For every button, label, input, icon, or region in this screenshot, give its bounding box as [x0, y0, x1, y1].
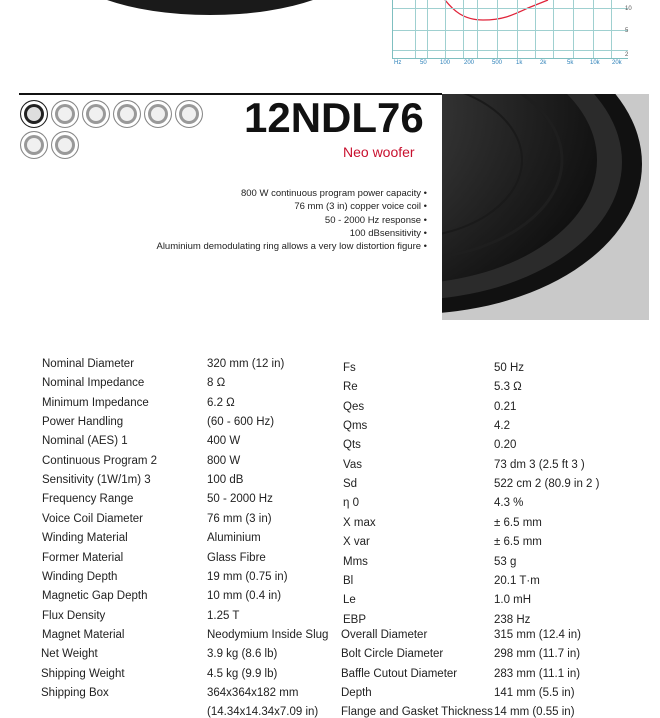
spec-value: 76 mm (3 in)	[207, 512, 272, 525]
spec-label: Overall Diameter	[341, 628, 428, 641]
spec-label: Depth	[341, 686, 372, 699]
spec-value: 73 dm 3 (2.5 ft 3 )	[494, 458, 585, 471]
spec-label: Fs	[343, 362, 356, 374]
cabinet-icon	[20, 131, 48, 159]
spec-value: 19 mm (0.75 in)	[207, 570, 288, 583]
spec-label: Flux Density	[42, 609, 106, 622]
spec-label: Re	[343, 381, 358, 394]
spec-value: 4.5 kg (9.9 lb)	[207, 667, 278, 680]
speaker-cone-icon	[51, 100, 79, 128]
spec-label: Continuous Program 2	[42, 454, 158, 467]
graph-x-label: 500	[492, 60, 503, 66]
spec-label: X max	[343, 516, 376, 529]
spec-label: Nominal Diameter	[42, 358, 135, 370]
spec-label: Winding Depth	[42, 570, 118, 583]
spec-value: ± 6.5 mm	[494, 536, 542, 549]
feature-item: 50 - 2000 Hz response •	[324, 214, 427, 226]
spec-label: Frequency Range	[42, 493, 134, 506]
graph-x-label: 200	[464, 60, 475, 66]
spec-label: η 0	[343, 497, 359, 510]
spec-value: 400 W	[207, 435, 241, 448]
spec-label: Qes	[343, 400, 365, 413]
graph-y-label: 10	[625, 6, 632, 12]
spec-label: Nominal (AES) 1	[42, 435, 128, 448]
spec-value: 283 mm (11.1 in)	[494, 667, 581, 680]
amp-icon	[51, 131, 79, 159]
spec-label: Le	[343, 594, 356, 607]
spec-label: Bolt Circle Diameter	[341, 648, 444, 661]
spec-label: Sensitivity (1W/1m) 3	[42, 474, 151, 487]
spec-value: 50 - 2000 Hz	[207, 493, 273, 506]
woofer-photo	[442, 94, 649, 320]
spec-label: Baffle Cutout Diameter	[341, 667, 458, 680]
spec-value: 8 Ω	[207, 377, 226, 390]
spec-value: 1.0 mH	[494, 594, 532, 607]
spec-value: 522 cm 2 (80.9 in 2 )	[494, 478, 600, 491]
spec-label: Net Weight	[41, 648, 98, 661]
spec-value: 53 g	[494, 555, 517, 568]
stack-icon	[144, 100, 172, 128]
spec-value: Aluminium	[207, 532, 261, 545]
graph-y-label: 5	[625, 28, 629, 34]
spec-label: Power Handling	[42, 416, 124, 429]
spec-label: Sd	[343, 478, 358, 491]
spec-value: 298 mm (11.7 in)	[494, 648, 581, 661]
spec-value: 50 Hz	[494, 362, 525, 374]
speaker-top-image	[60, 0, 360, 15]
spec-value: 4.2	[494, 420, 510, 433]
spec-label: Qms	[343, 420, 368, 433]
spec-value: (14.34x14.34x7.09 in)	[207, 706, 319, 718]
spec-label: Magnet Material	[42, 628, 125, 641]
layers-icon	[175, 100, 203, 128]
graph-x-label: 20k	[612, 60, 622, 66]
spec-value: 800 W	[207, 454, 241, 467]
graph-gridline	[393, 8, 628, 9]
graph-x-label: Hz	[394, 60, 402, 66]
spec-value: 1.25 T	[207, 609, 240, 622]
spec-value: 4.3 %	[494, 497, 524, 510]
model-title: 12NDL76	[244, 94, 424, 141]
speaker-icon	[20, 100, 48, 128]
spec-label: Mms	[343, 555, 368, 568]
feature-item: 800 W continuous program power capacity •	[240, 188, 427, 199]
spec-value: 5.3 Ω	[494, 381, 522, 394]
spec-label: Qts	[343, 439, 361, 452]
graph-y-axis	[625, 6, 637, 61]
spec-value: 10 mm (0.4 in)	[207, 590, 282, 603]
spec-value: 238 Hz	[494, 613, 531, 626]
graph-gridline	[393, 50, 628, 51]
cluster-icon	[113, 100, 141, 128]
graph-x-label: 2k	[540, 60, 547, 66]
spec-label: Minimum Impedance	[42, 396, 149, 409]
spec-value: 20.1 T·m	[494, 574, 540, 587]
spec-label: Shipping Weight	[41, 667, 125, 680]
spec-label: Bl	[343, 574, 354, 587]
spec-value: 3.9 kg (8.6 lb)	[207, 648, 278, 661]
spec-label: Vas	[343, 458, 362, 471]
feature-item: Aluminium demodulating ring allows a very low distortion figure •	[156, 241, 427, 253]
spec-label: Flange and Gasket Thickness	[341, 706, 493, 718]
spec-value: (60 - 600 Hz)	[207, 416, 275, 429]
spec-value: ± 6.5 mm	[494, 516, 542, 529]
feature-item: 100 dBsensitivity •	[349, 227, 427, 239]
graph-x-label: 50	[420, 60, 427, 66]
spec-value: 315 mm (12.4 in)	[494, 628, 581, 641]
spec-label: EBP	[343, 613, 367, 626]
spec-value: 0.20	[494, 439, 517, 452]
spec-value: Neodymium Inside Slug	[207, 628, 329, 641]
spec-label: Winding Material	[42, 532, 128, 545]
feature-icons	[20, 100, 220, 162]
graph-x-label: 10k	[590, 60, 600, 66]
spec-value: 6.2 Ω	[207, 396, 235, 409]
product-subtitle: Neo woofer	[343, 144, 415, 160]
spec-value: 364x364x182 mm	[207, 686, 299, 699]
spec-label: X var	[343, 536, 370, 549]
spec-label: Nominal Impedance	[42, 377, 145, 390]
graph-x-axis	[392, 60, 627, 70]
spec-label: Shipping Box	[41, 686, 109, 699]
spec-value: 141 mm (5.5 in)	[494, 686, 575, 699]
spec-value: Glass Fibre	[207, 551, 266, 564]
spec-label: Voice Coil Diameter	[42, 512, 143, 525]
spec-value: 100 dB	[207, 474, 244, 487]
spec-value: 320 mm (12 in)	[207, 358, 285, 370]
spec-label: Magnetic Gap Depth	[42, 590, 148, 603]
graph-x-label: 100	[440, 60, 451, 66]
spec-value: 14 mm (0.55 in)	[494, 706, 575, 718]
graph-y-label: 2	[625, 52, 629, 58]
fan-icon	[82, 100, 110, 128]
spec-value: 0.21	[494, 400, 517, 413]
graph-x-label: 5k	[567, 60, 574, 66]
graph-gridline	[393, 30, 628, 31]
spec-label: Former Material	[42, 551, 124, 564]
frequency-response-graph	[392, 0, 628, 59]
feature-item: 76 mm (3 in) copper voice coil •	[294, 201, 427, 213]
graph-x-label: 1k	[516, 60, 523, 66]
